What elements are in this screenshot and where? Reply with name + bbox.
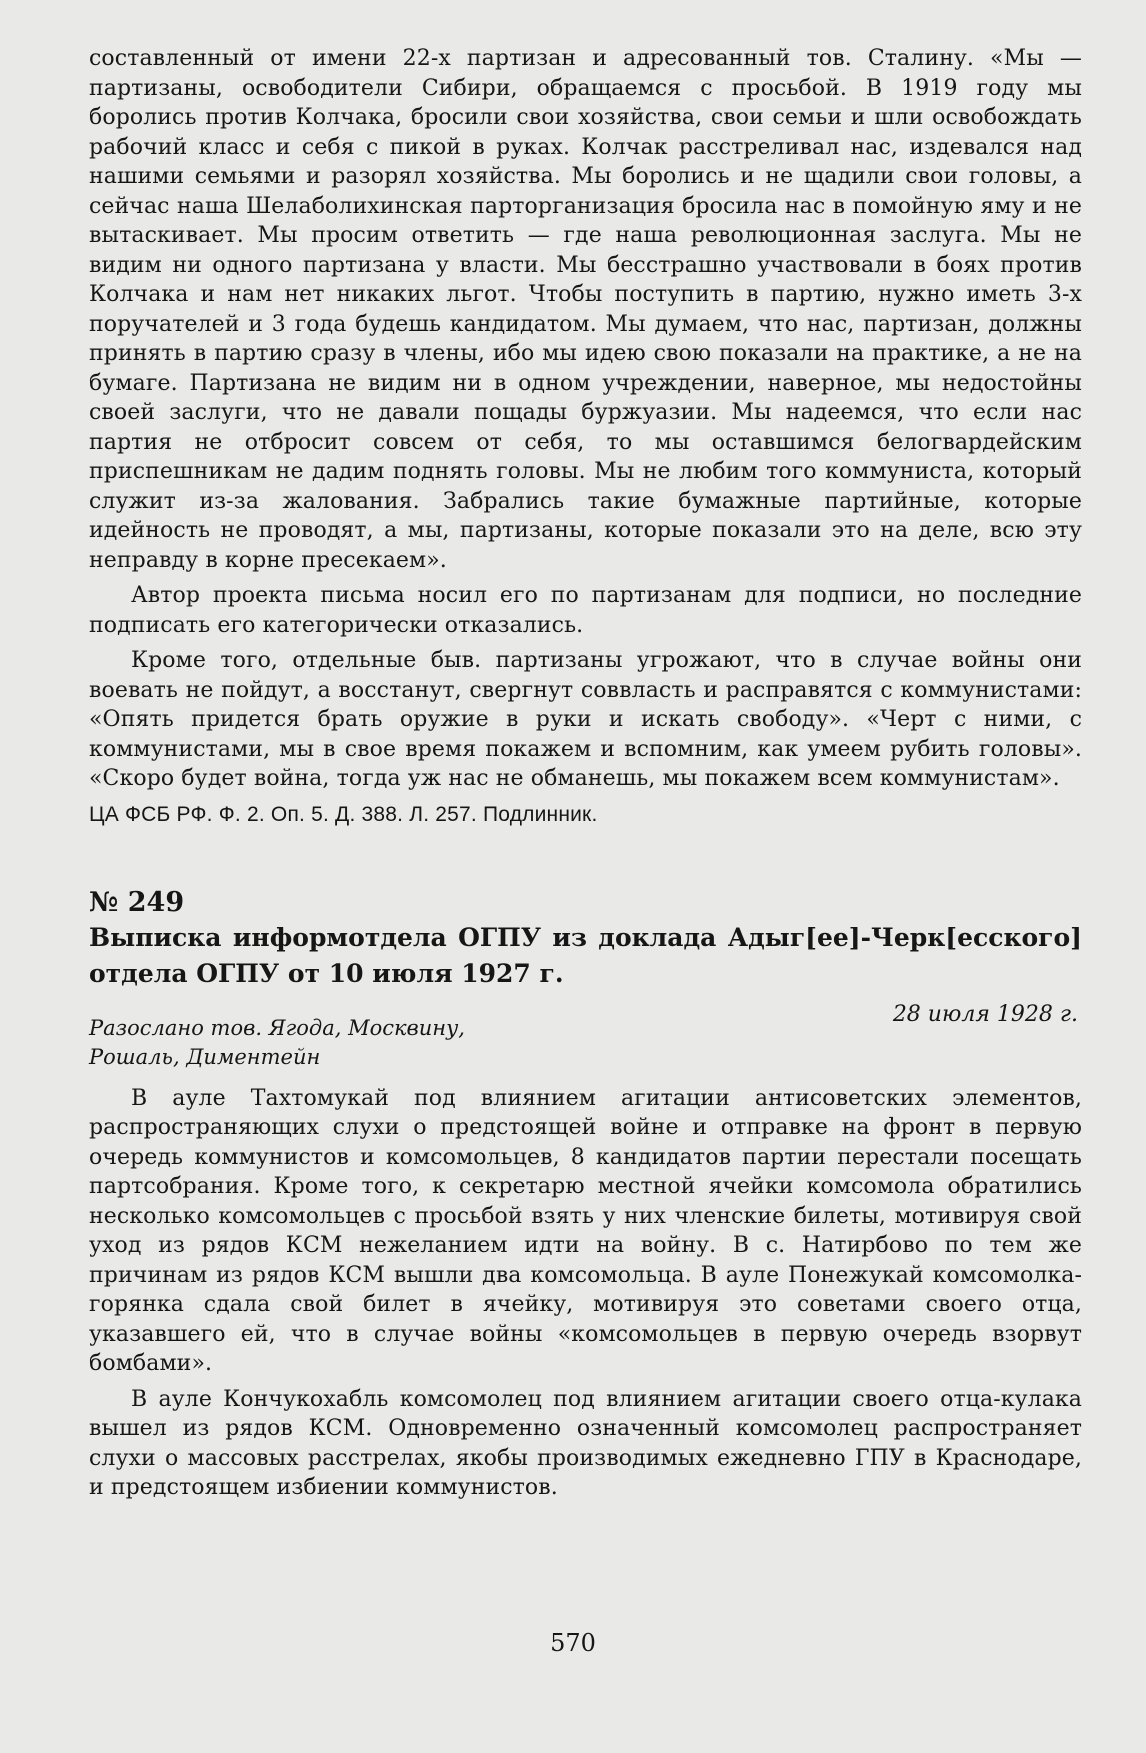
paragraph-author-note: Автор проекта письма носил его по партизанам для подписи, но последние подписать его категорически отказались.: [89, 583, 1082, 638]
paragraph-konchukokhabl: В ауле Кончукохабль комсомолец под влиянием агитации своего отца-кулака вышел из рядов КСМ. Одновременно означенный комсомолец распространяет слухи о массовых расстрелах, якобы производимых ежедневно ГПУ в Краснодаре, и предстоящем избиении коммунистов.: [89, 1386, 1082, 1500]
archive-reference: ЦА ФСБ РФ. Ф. 2. Оп. 5. Д. 388. Л. 257. Подлинник.: [89, 802, 598, 826]
paragraph-takhtomukai: В ауле Тахтомукай под влиянием агитации антисоветских элементов, распространяющих слухи о предстоящей войне и отправке на фронт в первую очередь коммунистов и комсомольцев, 8 кандидатов партии перестали посещать партсобрания. Кроме того, к секретарю местной ячейки комсомола обратились несколько комсомольцев с просьбой взять у них членские билеты, мотивируя свой уход из рядов КСМ нежеланием идти на войну. В с. Натирбово по тем же причинам из рядов КСМ вышли два комсомольца. В ауле Понежукай комсомолка-горянка сдала свой билет в ячейку, мотивируя это советами своего отца, указавшего ей, что в случае войны «комсомольцев в первую очередь взорвут бомбами».: [89, 1085, 1082, 1376]
document-title: Выписка информотдела ОГПУ из доклада Адыг[ее]-Черк[есского] отдела ОГПУ от 10 июля 1927 г.: [89, 922, 1082, 988]
page-number: 570: [550, 1629, 596, 1657]
document-date: 28 июля 1928 г.: [892, 1001, 1078, 1027]
document-number: № 249: [89, 886, 185, 918]
distribution-list: [89, 1014, 509, 1072]
document-meta: [89, 992, 1082, 1078]
page-content: [89, 44, 1082, 1503]
letter-paragraph: составленный от имени 22-х партизан и адресованный тов. Сталину. «Мы — партизаны, освободители Сибири, обращаемся с просьбой. В 1919 году мы боролись против Колчака, бросили свои хозяйства, свои семьи и шли освобождать рабочий класс и себя с пикой в руках. Колчак расстреливал нас, издевался над нашими семьями и разорял хозяйства. Мы боролись и не щадили свои головы, а сейчас наша Шелаболихинская парторганизация бросила нас в помойную яму и не вытаскивает. Мы просим ответить — где наша революционная заслуга. Мы не видим ни одного партизана у власти. Мы бесстрашно участвовали в боях против Колчака и нам нет никаких льгот. Чтобы поступить в партию, нужно иметь 3-х поручателей и 3 года будешь кандидатом. Мы думаем, что нас, партизан, должны принять в партию сразу в члены, ибо мы идею свою показали на практике, а не на бумаге. Партизана не видим ни в одном учреждении, наверное, мы недостойны своей заслуги, что не давали пощады буржуазии. Мы надеемся, что если нас партия не отбросит совсем от себя, то мы оставшимся белогвардейским приспешникам не дадим поднять головы. Мы не любим того коммуниста, который служит из-за жалования. Забрались такие бумажные партийные, которые идейность не проводят, а мы, партизаны, которые показали это на деле, всю эту неправду в корне пресекаем».: [89, 46, 1082, 573]
paragraph-partisan-threats: Кроме того, отдельные быв. партизаны угрожают, что в случае войны они воевать не пойдут, а восстанут, свергнут соввласть и расправятся с коммунистами: «Опять придется брать оружие в руки и искать свободу». «Черт с ними, с коммунистами, мы в свое время покажем и вспомним, как умеем рубить головы». «Скоро будет война, тогда уж нас не обманешь, мы покажем всем коммунистам».: [89, 648, 1082, 791]
distribution-line: Рошаль, Диментейн: [89, 1044, 321, 1069]
distribution-line: Разослано тов. Ягода, Москвину,: [89, 1015, 465, 1040]
